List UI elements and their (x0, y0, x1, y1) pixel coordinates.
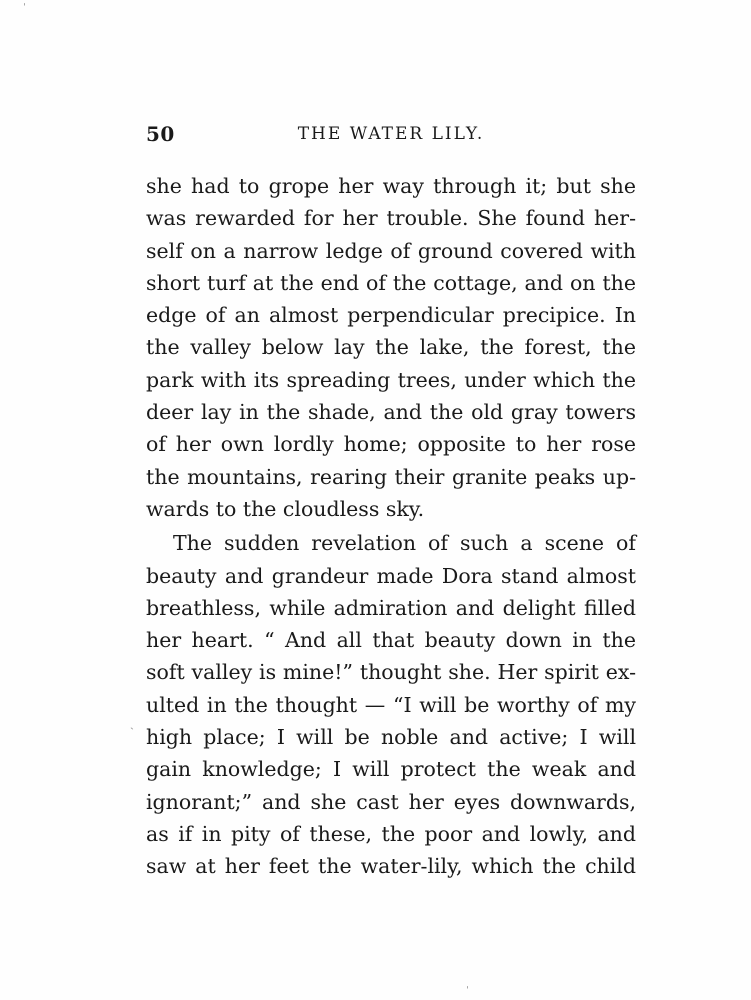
text-line: was rewarded for her trouble. She found her- (146, 206, 636, 231)
text-line: ulted in the thought — “I will be worthy of my (146, 692, 636, 717)
text-line: park with its spreading trees, under which the (146, 367, 636, 392)
print-speck: ˎ (130, 716, 134, 730)
text-line: deer lay in the shade, and the old gray towers (146, 400, 636, 425)
text-line: her heart. “ And all that beauty down in the (146, 628, 636, 653)
print-speck: ˈ (466, 986, 469, 997)
text-line: she had to grope her way through it; but she (146, 174, 636, 198)
paragraph-1 (146, 170, 636, 525)
text-line: high place; I will be noble and active; I will (146, 725, 636, 750)
text-line: ignorant;” and she cast her eyes downwards, (146, 789, 636, 814)
text-line: edge of an almost perpendicular precipice. In (146, 303, 636, 328)
text-line: wards to the cloudless sky. (146, 496, 425, 521)
page-header (146, 122, 636, 152)
paragraph-2 (146, 527, 636, 882)
text-line: of her own lordly home; opposite to her rose (146, 432, 636, 457)
print-speck: ˈ (23, 3, 26, 14)
text-line: The sudden revelation of such a scene of (173, 531, 636, 556)
text-line: the valley below lay the lake, the forest, the (146, 335, 636, 360)
text-line: soft valley is mine!” thought she. Her spirit ex- (146, 660, 636, 685)
text-line: the mountains, rearing their granite peaks up- (146, 464, 636, 489)
text-line: breathless, while admiration and delight filled (146, 595, 636, 620)
running-title: THE WATER LILY. (297, 124, 485, 144)
text-line: gain knowledge; I will protect the weak and (146, 757, 636, 782)
text-line: saw at her feet the water-lily, which the child (146, 854, 636, 879)
body-text (146, 170, 636, 883)
page-number: 50 (146, 122, 175, 146)
text-line: beauty and grandeur made Dora stand almost (146, 563, 636, 588)
text-line: short turf at the end of the cottage, and on the (146, 270, 636, 295)
text-line: as if in pity of these, the poor and lowly, and (146, 821, 636, 846)
text-line: self on a narrow ledge of ground covered with (146, 238, 636, 263)
